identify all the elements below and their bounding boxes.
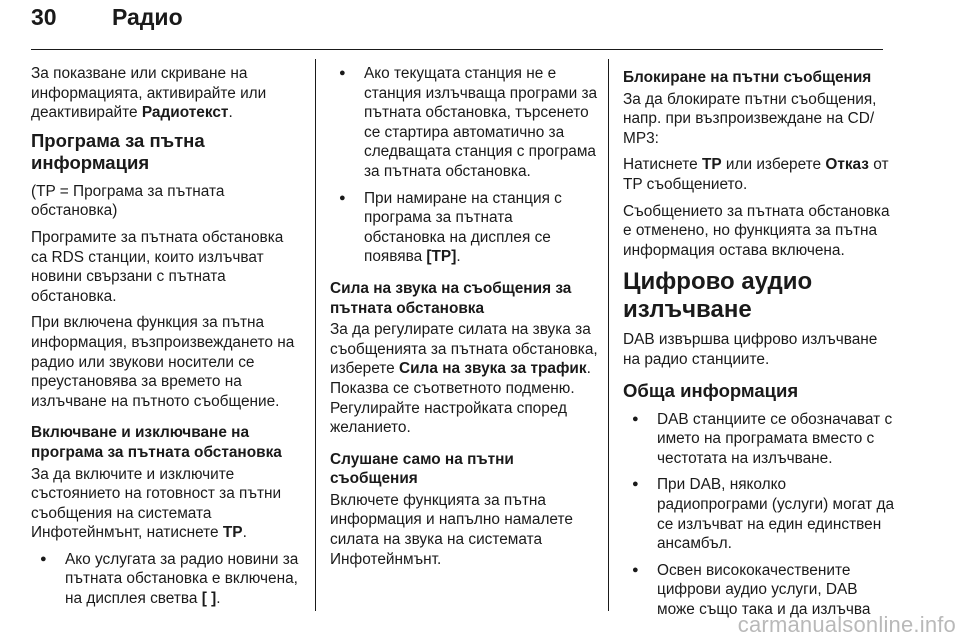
paragraph-tp-stations: Програмите за пътната обстановка са RDS станции, които излъчват новини свързани с пътната обстановка. xyxy=(31,228,284,305)
page-title: Радио xyxy=(112,4,183,30)
list-item: ● Ако текущата станция не е станция излъчваща програми за пътната обстановка, търсенето се стартира автоматично за следващата станция с програма за пътната обстановка. xyxy=(330,64,598,182)
column-right xyxy=(623,64,895,626)
heading-traffic-program: Програма за пътна информация xyxy=(31,129,205,173)
column-left xyxy=(31,64,303,616)
heading-block-traffic: Блокиране на пътни съобщения xyxy=(623,69,872,86)
paragraph-traffic-volume: За да регулирате силата на звука за съобщенията за пътната обстановка, изберете Сила на звука за трафик. Показва се съответното подменю. Регулирайте настройката според желанието. xyxy=(330,321,598,437)
list-tp-status xyxy=(31,550,303,609)
list-item: ● Освен висококачествените цифрови аудио услуги, DAB може също така и да излъчва xyxy=(623,561,895,620)
paragraph-tp-toggle: За да включите и изключите състоянието на готовност за пътни съобщения на системата Инфотейнмънт, натиснете TP. xyxy=(31,465,282,542)
list-item: ● При DAB, няколко радиопрограми (услуги) могат да се излъчват на един единствен ансамбъл. xyxy=(623,475,895,553)
heading-traffic-only: Слушане само на пътни съобщения xyxy=(330,450,514,488)
heading-general-info: Обща информация xyxy=(623,379,799,401)
paragraph-message-cancelled: Съобщението за пътната обстановка е отменено, но функцията за пътна информация остава включена. xyxy=(623,202,890,259)
column-middle xyxy=(330,64,598,576)
list-item: ● DAB станциите се обозначават с името на програмата вместо с честотата на излъчване. xyxy=(623,410,895,469)
list-item: ● При намиране на станция с програма за пътната обстановка на дисплея се появява [TP]. xyxy=(330,189,598,267)
paragraph-radiotext: За показване или скриване на информацията, активирайте или деактивирайте Радиотекст. xyxy=(31,65,267,122)
list-item: ● Ако услугата за радио новини за пътната обстановка е включена, на дисплея светва [ ]. xyxy=(31,550,303,609)
paragraph-press-tp: Натиснете TP или изберете Отказ от TP съобщението. xyxy=(623,156,889,193)
list-dab-info xyxy=(623,410,895,620)
header-rule xyxy=(31,49,883,50)
paragraph-dab: DAB извършва цифрово излъчване на радио станциите. xyxy=(623,331,878,368)
paragraph-tp-definition: (TP = Програма за пътната обстановка) xyxy=(31,182,225,220)
page-number: 30 xyxy=(31,4,57,30)
column-divider-left xyxy=(315,59,316,611)
heading-traffic-volume: Сила на звука на съобщения за пътната обстановка xyxy=(330,279,572,317)
paragraph-traffic-only: Включете функцията за пътна информация и напълно намалете силата на звука на системата Инфотейнмънт. xyxy=(330,491,573,568)
column-divider-right xyxy=(608,59,609,611)
paragraph-block-traffic: За да блокирате пътни съобщения, напр. при възпроизвеждане на CD/ MP3: xyxy=(623,90,877,147)
watermark: carmanualsonline.info xyxy=(737,612,956,637)
paragraph-tp-interrupt: При включена функция за пътна информация, възпроизвеждането на радио или звукови носители се преустановява за времето на излъчване на пътното съобщение. xyxy=(31,314,295,410)
heading-dab: Цифрово аудио излъчване xyxy=(623,268,813,324)
list-tp-search xyxy=(330,64,598,267)
heading-tp-on-off: Включване и изключване на програма за пътната обстановка xyxy=(31,424,282,461)
